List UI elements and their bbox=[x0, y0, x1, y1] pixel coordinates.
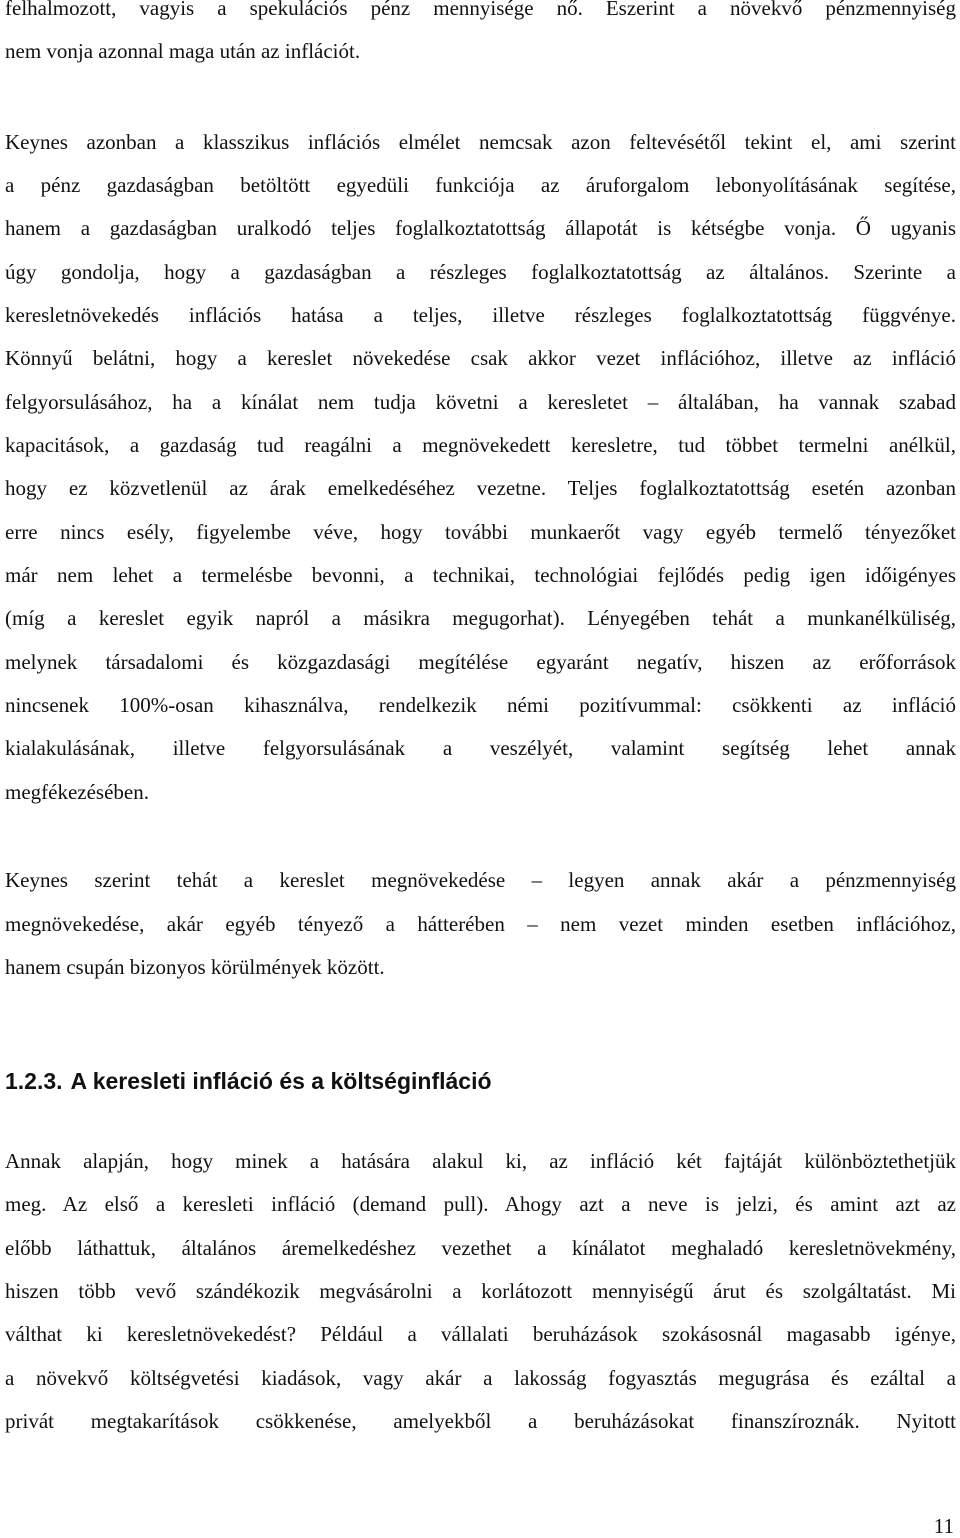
text-line: a növekvő költségvetési kiadások, vagy akár a lakosság fogyasztás megugrása és ezáltal a bbox=[5, 1366, 956, 1390]
text-line: nincsenek 100%-osan kihasználva, rendelkezik némi pozitívummal: csökkenti az infláció bbox=[5, 693, 956, 717]
text-line: nem vonja azonnal maga után az inflációt. bbox=[5, 39, 361, 63]
text-line: hogy ez közvetlenül az árak emelkedéséhez vezetne. Teljes foglalkoztatottság esetén azonban bbox=[5, 476, 956, 500]
text-line: felgyorsulásához, ha a kínálat nem tudja követni a keresletet – általában, ha vannak szabad bbox=[5, 390, 956, 414]
text-line: privát megtakarítások csökkenése, amelyekből a beruházásokat finanszíroznák. Nyitott bbox=[5, 1409, 956, 1433]
text-line: Keynes azonban a klasszikus inflációs elmélet nemcsak azon feltevésétől tekint el, ami szerint bbox=[5, 130, 956, 154]
text-line: előbb láthattuk, általános áremelkedéshez vezethet a kínálatot meghaladó keresletnövekmény, bbox=[5, 1236, 956, 1260]
text-line: (míg a kereslet egyik napról a másikra megugorhat). Lényegében tehát a munkanélküliség, bbox=[5, 606, 956, 630]
text-line: hiszen több vevő szándékozik megvásárolni a korlátozott mennyiségű árut és szolgáltatást. Mi bbox=[5, 1279, 956, 1303]
text-line: válthat ki keresletnövekedést? Például a vállalati beruházások szokásosnál magasabb igénye, bbox=[5, 1322, 956, 1346]
text-line: melynek társadalomi és közgazdasági megítélése egyaránt negatív, hiszen az erőforrások bbox=[5, 650, 956, 674]
text-line: kialakulásának, illetve felgyorsulásának a veszélyét, valamint segítség lehet annak bbox=[5, 736, 956, 760]
text-line: Annak alapján, hogy minek a hatására alakul ki, az infláció két fajtáját különböztethetjük bbox=[5, 1149, 956, 1173]
text-line: keresletnövekedés inflációs hatása a teljes, illetve részleges foglalkoztatottság függvénye. bbox=[5, 303, 956, 327]
text-line: erre nincs esély, figyelembe véve, hogy további munkaerőt vagy egyéb termelő tényezőket bbox=[5, 520, 956, 544]
text-line: már nem lehet a termelésbe bevonni, a technikai, technológiai fejlődés pedig igen időigényes bbox=[5, 563, 956, 587]
section-title: A keresleti infláció és a költséginfláció bbox=[70, 1068, 492, 1094]
section-heading bbox=[5, 1066, 492, 1096]
text-line: megfékezésében. bbox=[5, 780, 149, 804]
text-line: Keynes szerint tehát a kereslet megnövekedése – legyen annak akár a pénzmennyiség bbox=[5, 868, 956, 892]
text-line: felhalmozott, vagyis a spekulációs pénz mennyisége nő. Eszerint a növekvő pénzmennyiség bbox=[5, 0, 956, 20]
text-line: hanem a gazdaságban uralkodó teljes foglalkoztatottság állapotát is kétségbe vonja. Ő ugyanis bbox=[5, 216, 956, 240]
text-line: megnövekedése, akár egyéb tényező a hátterében – nem vezet minden esetben inflációhoz, bbox=[5, 912, 956, 936]
text-line: a pénz gazdaságban betöltött egyedüli funkciója az áruforgalom lebonyolításának segítése, bbox=[5, 173, 956, 197]
page-number: 11 bbox=[933, 1514, 954, 1538]
text-line: úgy gondolja, hogy a gazdaságban a részleges foglalkoztatottság az általános. Szerinte a bbox=[5, 260, 956, 284]
section-number: 1.2.3. bbox=[5, 1068, 63, 1094]
text-line: hanem csupán bizonyos körülmények között. bbox=[5, 955, 385, 979]
text-line: Könnyű belátni, hogy a kereslet növekedése csak akkor vezet inflációhoz, illetve az infláció bbox=[5, 346, 956, 370]
text-line: meg. Az első a keresleti infláció (demand pull). Ahogy azt a neve is jelzi, és amint azt az bbox=[5, 1192, 956, 1216]
text-line: kapacitások, a gazdaság tud reagálni a megnövekedett keresletre, tud többet termelni anélkül, bbox=[5, 433, 956, 457]
